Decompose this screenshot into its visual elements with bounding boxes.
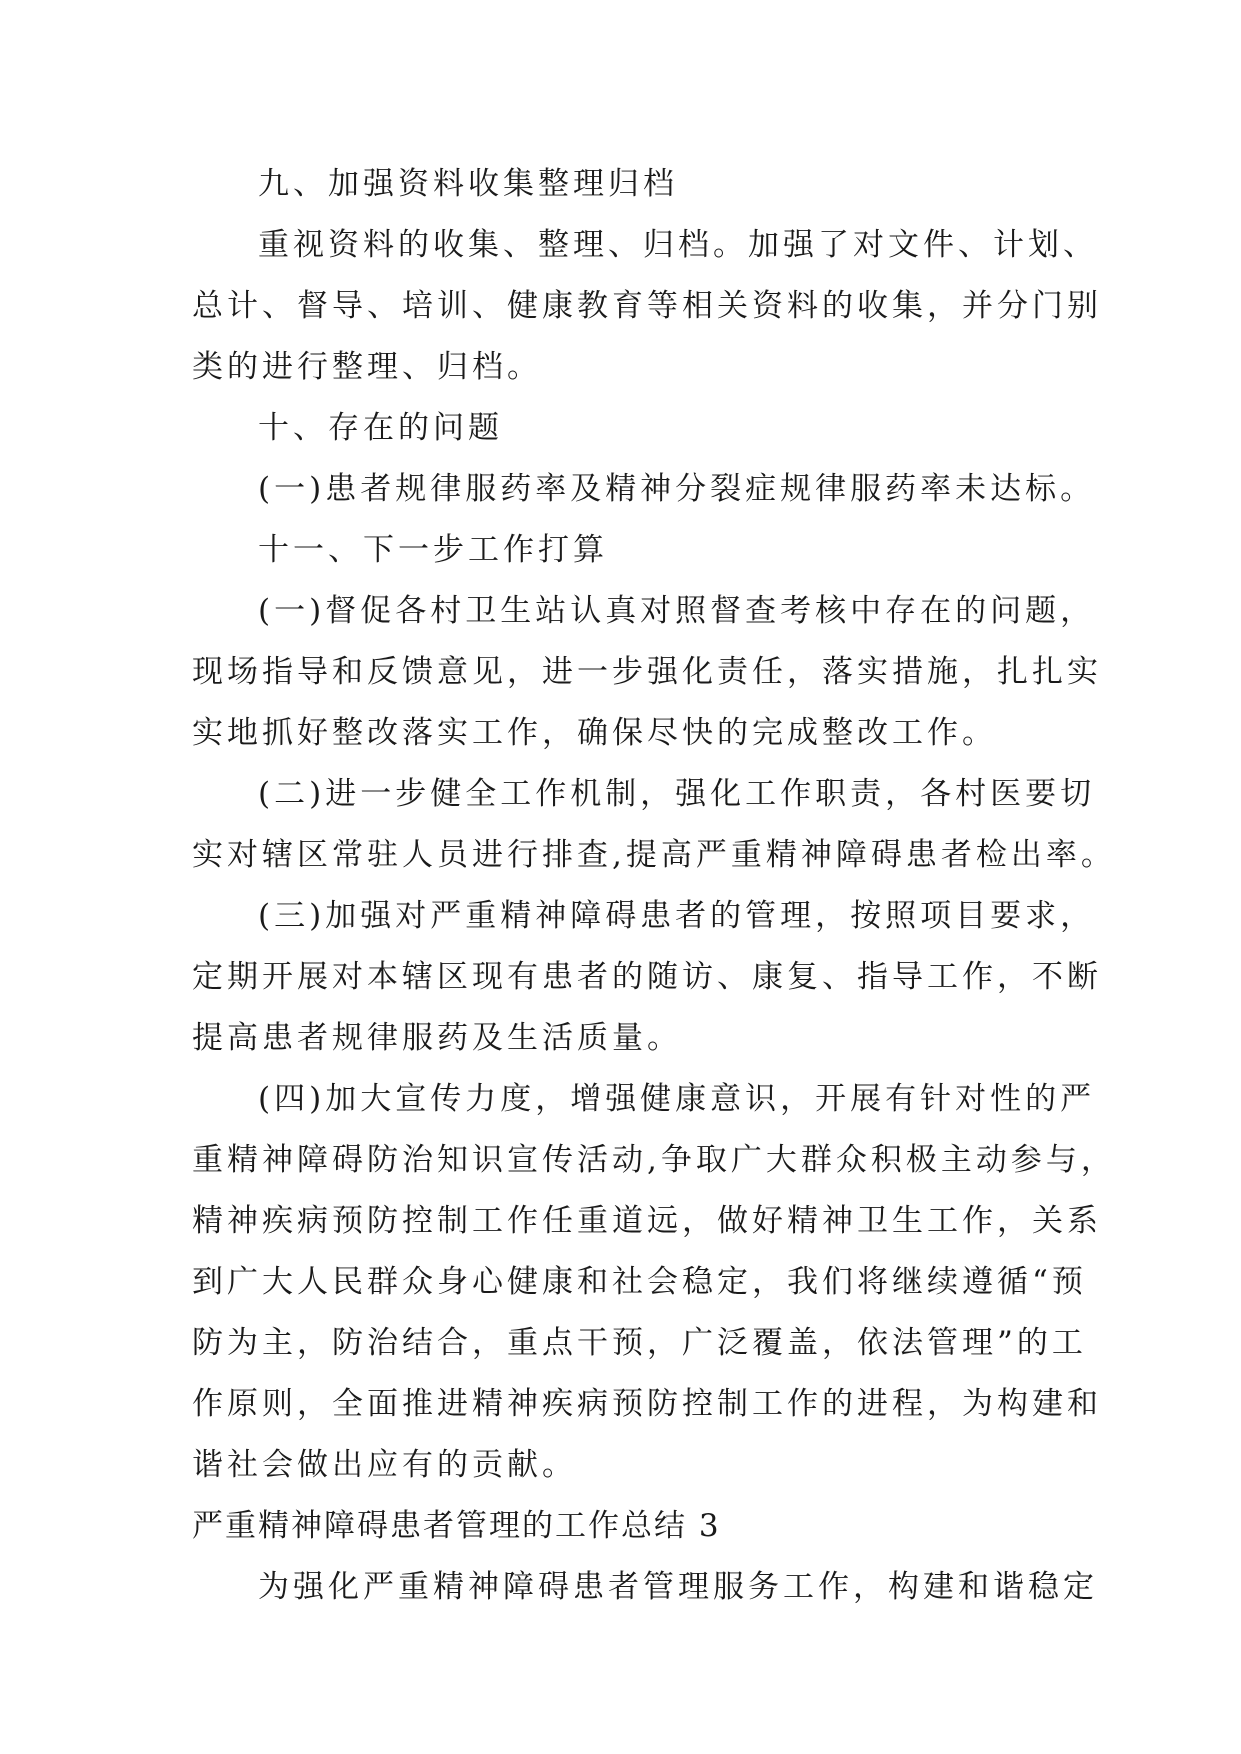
paragraph-line: 到广大人民群众身心健康和社会稳定，我们将继续遵循“预 <box>192 1264 1087 1300</box>
paragraph-line: (一)患者规律服药率及精神分裂症规律服药率未达标。 <box>258 471 1096 507</box>
paragraph-line: (二)进一步健全工作机制，强化工作职责，各村医要切 <box>258 776 1096 812</box>
paragraph-line: 提高患者规律服药及生活质量。 <box>192 1020 682 1056</box>
paragraph-line: 重精神障碍防治知识宣传活动,争取广大群众积极主动参与， <box>192 1142 1116 1178</box>
paragraph-line: 总计、督导、培训、健康教育等相关资料的收集，并分门别 <box>192 288 1102 324</box>
paragraph-line: 实对辖区常驻人员进行排查,提高严重精神障碍患者检出率。 <box>192 837 1116 873</box>
paragraph-line: 定期开展对本辖区现有患者的随访、康复、指导工作，不断 <box>192 959 1102 995</box>
document-page <box>192 154 1116 1618</box>
paragraph-line: (三)加强对严重精神障碍患者的管理，按照项目要求， <box>258 898 1096 934</box>
paragraph-line: 实地抓好整改落实工作，确保尽快的完成整改工作。 <box>192 715 997 751</box>
paragraph-line: 现场指导和反馈意见，进一步强化责任，落实措施，扎扎实 <box>192 654 1102 690</box>
paragraph-line: 防为主，防治结合，重点干预，广泛覆盖，依法管理”的工 <box>192 1325 1087 1361</box>
paragraph-line: 为强化严重精神障碍患者管理服务工作，构建和谐稳定 <box>258 1569 1098 1605</box>
paragraph-line: 作原则，全面推进精神疾病预防控制工作的进程，为构建和 <box>192 1386 1102 1422</box>
section-heading-10: 十、存在的问题 <box>258 410 503 446</box>
paragraph-line: 类的进行整理、归档。 <box>192 349 542 385</box>
paragraph-line: 精神疾病预防控制工作任重道远，做好精神卫生工作，关系 <box>192 1203 1102 1239</box>
document-section-title: 严重精神障碍患者管理的工作总结 3 <box>192 1508 721 1544</box>
section-heading-9: 九、加强资料收集整理归档 <box>258 166 678 202</box>
paragraph-line: (一)督促各村卫生站认真对照督查考核中存在的问题， <box>258 593 1096 629</box>
section-heading-11: 十一、下一步工作打算 <box>258 532 608 568</box>
paragraph-line: 谐社会做出应有的贡献。 <box>192 1447 577 1483</box>
paragraph-line: (四)加大宣传力度，增强健康意识，开展有针对性的严 <box>258 1081 1096 1117</box>
paragraph-line: 重视资料的收集、整理、归档。加强了对文件、计划、 <box>258 227 1098 263</box>
